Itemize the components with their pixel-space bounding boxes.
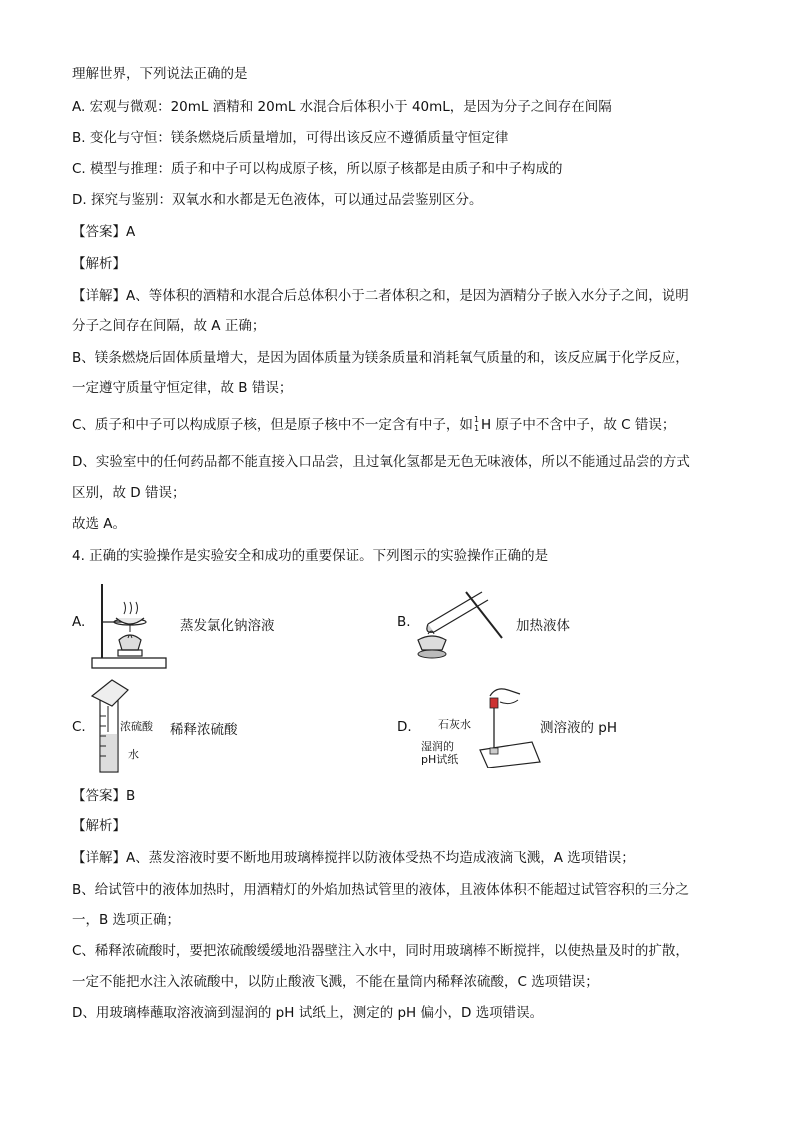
q4-option-b-letter: B. bbox=[397, 614, 411, 630]
q4-option-d-text: 测溶液的 pH bbox=[540, 720, 618, 736]
q4-detail-3: 一，B 选项正确； bbox=[72, 912, 181, 928]
q3-detail-7: 区别，故 D 错误； bbox=[72, 485, 186, 501]
q3-answer: 【答案】A bbox=[72, 224, 136, 240]
q4-option-b-text: 加热液体 bbox=[516, 618, 570, 634]
q4-detail-1: 【详解】A、蒸发溶液时要不断地用玻璃棒搅拌以防液体受热不均造成液滴飞溅，A 选项错误； bbox=[72, 850, 635, 866]
isotope-mass: 1 bbox=[473, 415, 480, 424]
q4-detail-4: C、稀释浓硫酸时，要把浓硫酸缓缓地沿器壁注入水中，同时用玻璃棒不断搅拌，以使热量及时的扩散， bbox=[72, 943, 689, 959]
q4-option-a-text: 蒸发氯化钠溶液 bbox=[180, 618, 275, 634]
q3-stem-tail: 理解世界，下列说法正确的是 bbox=[72, 66, 248, 82]
q4-option-d-label-moist: 湿润的 bbox=[421, 740, 454, 753]
q4-analysis-label: 【解析】 bbox=[72, 818, 126, 834]
q3-detail-8: 故选 A。 bbox=[72, 516, 127, 532]
isotope-number: 1 bbox=[473, 424, 480, 433]
q4-option-a-letter: A. bbox=[72, 614, 86, 630]
q4-option-d-label-ph-paper: pH试纸 bbox=[421, 753, 459, 766]
q4-stem: 4. 正确的实验操作是实验安全和成功的重要保证。下列图示的实验操作正确的是 bbox=[72, 548, 549, 564]
q4-detail-5: 一定不能把水注入浓硫酸中，以防止酸液飞溅，不能在量筒内稀释浓硫酸，C 选项错误； bbox=[72, 974, 599, 990]
isotope-notation bbox=[473, 415, 481, 435]
q3-detail-5 bbox=[72, 415, 675, 435]
q3-detail-3: B、镁条燃烧后固体质量增大，是因为固体质量为镁条质量和消耗氧气质量的和，该反应属于化学反应， bbox=[72, 350, 689, 366]
q3-detail-5-text: C、质子和中子可以构成原子核，但是原子核中不一定含有中子，如 bbox=[72, 417, 473, 433]
ph-test-figure bbox=[470, 682, 550, 768]
q3-detail-6: D、实验室中的任何药品都不能直接入口品尝，且过氧化氢都是无色无味液体，所以不能通过品尝的方式 bbox=[72, 454, 690, 470]
q3-analysis-label: 【解析】 bbox=[72, 256, 126, 272]
q4-detail-2: B、给试管中的液体加热时，用酒精灯的外焰加热试管里的液体，且液体体积不能超过试管容积的三分之 bbox=[72, 882, 689, 898]
evaporation-apparatus-figure bbox=[88, 580, 170, 672]
q3-option-a: A. 宏观与微观：20mL 酒精和 20mL 水混合后体积小于 40mL，是因为分子之间存在间隔 bbox=[72, 99, 612, 115]
q4-option-c-label-water: 水 bbox=[128, 748, 139, 761]
q4-option-c-text: 稀释浓硫酸 bbox=[170, 722, 238, 738]
q3-detail-5-rest: H 原子中不含中子，故 C 错误； bbox=[480, 417, 676, 433]
q4-detail-6: D、用玻璃棒蘸取溶液滴到湿润的 pH 试纸上，测定的 pH 偏小，D 选项错误。 bbox=[72, 1005, 544, 1021]
q4-option-c-letter: C. bbox=[72, 719, 86, 735]
q4-option-c-label-acid: 浓硫酸 bbox=[120, 720, 153, 733]
q3-option-d: D. 探究与鉴别：双氧水和水都是无色液体，可以通过品尝鉴别区分。 bbox=[72, 192, 483, 208]
q3-detail-1: 【详解】A、等体积的酒精和水混合后总体积小于二者体积之和，是因为酒精分子嵌入水分子之间，说明 bbox=[72, 288, 689, 304]
q3-option-b: B. 变化与守恒：镁条燃烧后质量增加，可得出该反应不遵循质量守恒定律 bbox=[72, 130, 509, 146]
heating-liquid-figure bbox=[414, 578, 506, 670]
q4-answer: 【答案】B bbox=[72, 788, 136, 804]
q4-option-d-letter: D. bbox=[397, 719, 412, 735]
q3-option-c: C. 模型与推理：质子和中子可以构成原子核，所以原子核都是由质子和中子构成的 bbox=[72, 161, 563, 177]
q3-detail-2: 分子之间存在间隔，故 A 正确； bbox=[72, 318, 266, 334]
q3-detail-4: 一定遵守质量守恒定律，故 B 错误； bbox=[72, 380, 293, 396]
q4-option-d-label-limewater: 石灰水 bbox=[438, 718, 471, 731]
